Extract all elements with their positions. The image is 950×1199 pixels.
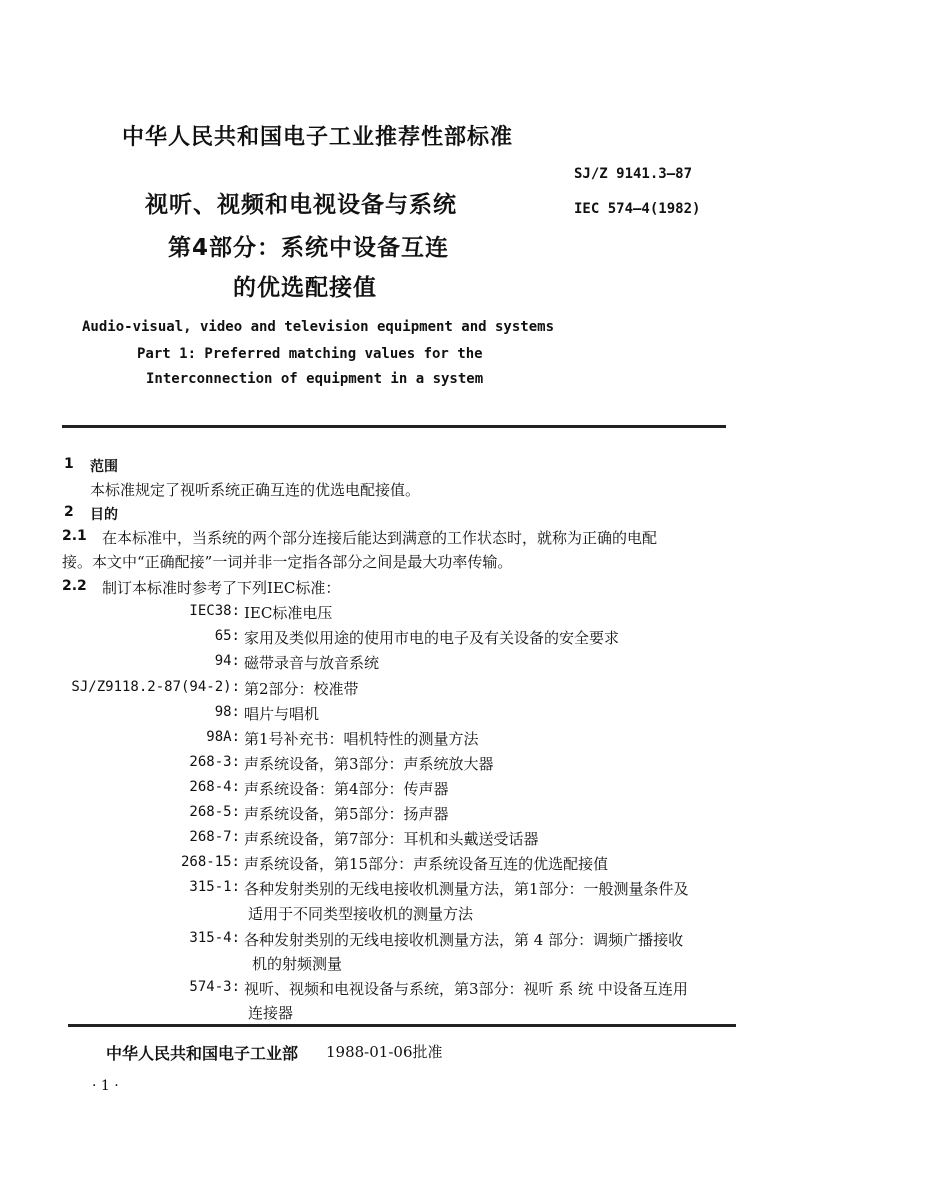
page-number: · 1 · bbox=[92, 1078, 119, 1094]
ref-title: 视听、视频和电视设备与系统，第3部分：视听 系 统 中设备互连用 bbox=[244, 980, 688, 998]
clause-2-1-line1: 在本标准中，当系统的两个部分连接后能达到满意的工作状态时，就称为正确的电配 bbox=[102, 529, 658, 547]
ref-number: 268-15: bbox=[180, 854, 240, 870]
issuing-organization: 中华人民共和国电子工业推荐性部标准 bbox=[122, 125, 514, 150]
section1-heading: 范围 bbox=[90, 459, 118, 475]
ref-title: 唱片与唱机 bbox=[244, 705, 320, 723]
section2-heading: 目的 bbox=[90, 507, 118, 523]
clause-2-1-number: 2.1 bbox=[62, 528, 87, 544]
clause-2-2-text: 制订本标准时参考了下列IEC标准： bbox=[102, 579, 341, 597]
standard-number: SJ/Z 9141.3—87 bbox=[574, 166, 693, 182]
approval-date: 1988-01-06批准 bbox=[326, 1043, 443, 1061]
ref-title: 第1号补充书：唱机特性的测量方法 bbox=[244, 730, 479, 748]
clause-2-1-line2: 接。本文中“正确配接”一词并非一定指各部分之间是最大功率传输。 bbox=[62, 553, 513, 571]
title-cn-line1: 视听、视频和电视设备与系统 bbox=[145, 192, 457, 218]
ref-number: 268-3: bbox=[189, 754, 240, 770]
title-en-line1: Audio-visual, video and television equipment and systems bbox=[82, 319, 555, 335]
section1-number: 1 bbox=[64, 456, 74, 472]
ref-number: IEC38: bbox=[189, 603, 240, 619]
ref-title: 磁带录音与放音系统 bbox=[244, 654, 380, 672]
footer-organization: 中华人民共和国电子工业部 bbox=[106, 1044, 299, 1063]
top-divider bbox=[62, 425, 726, 428]
ref-number: 94: bbox=[214, 653, 240, 669]
clause-2-2-number: 2.2 bbox=[62, 578, 87, 594]
ref-title: 各种发射类别的无线电接收机测量方法，第1部分：一般测量条件及 bbox=[244, 880, 689, 898]
ref-number: 268-4: bbox=[189, 779, 240, 795]
section1-text: 本标准规定了视听系统正确互连的优选电配接值。 bbox=[90, 481, 421, 499]
ref-title: 第2部分：校准带 bbox=[244, 680, 359, 698]
ref-number: 574-3: bbox=[189, 979, 240, 995]
bottom-divider bbox=[68, 1024, 736, 1027]
section2-number: 2 bbox=[64, 504, 74, 520]
title-cn-line2: 第4部分：系统中设备互连 bbox=[168, 235, 450, 261]
ref-title-continuation: 适用于不同类型接收机的测量方法 bbox=[248, 905, 474, 923]
ref-number: 315-4: bbox=[189, 930, 240, 946]
ref-title: 各种发射类别的无线电接收机测量方法，第 4 部分：调频广播接收 bbox=[244, 931, 684, 949]
ref-title: 声系统设备：第4部分：传声器 bbox=[244, 780, 449, 798]
ref-title: 声系统设备，第3部分：声系统放大器 bbox=[244, 755, 494, 773]
ref-title: 声系统设备，第7部分：耳机和头戴送受话器 bbox=[244, 830, 539, 848]
ref-number: 268-7: bbox=[189, 829, 240, 845]
ref-number: 98A: bbox=[206, 729, 240, 745]
ref-title: 声系统设备，第15部分：声系统设备互连的优选配接值 bbox=[244, 855, 609, 873]
ref-number: 268-5: bbox=[189, 804, 240, 820]
title-cn-line3: 的优选配接值 bbox=[233, 275, 377, 301]
ref-title-continuation: 机的射频测量 bbox=[252, 955, 343, 973]
iec-number: IEC 574—4(1982) bbox=[574, 201, 701, 217]
ref-title: 家用及类似用途的使用市电的电子及有关设备的安全要求 bbox=[244, 629, 620, 647]
title-en-line3: Interconnection of equipment in a system bbox=[146, 371, 484, 387]
ref-number: SJ/Z9118.2-87(94-2): bbox=[71, 679, 240, 695]
title-en-line2: Part 1: Preferred matching values for the bbox=[137, 346, 483, 362]
ref-number: 315-1: bbox=[189, 879, 240, 895]
ref-title: IEC标准电压 bbox=[244, 604, 333, 622]
ref-number: 98: bbox=[214, 704, 240, 720]
ref-title-continuation: 连接器 bbox=[248, 1004, 294, 1022]
ref-number: 65: bbox=[214, 628, 240, 644]
ref-title: 声系统设备，第5部分：扬声器 bbox=[244, 805, 449, 823]
